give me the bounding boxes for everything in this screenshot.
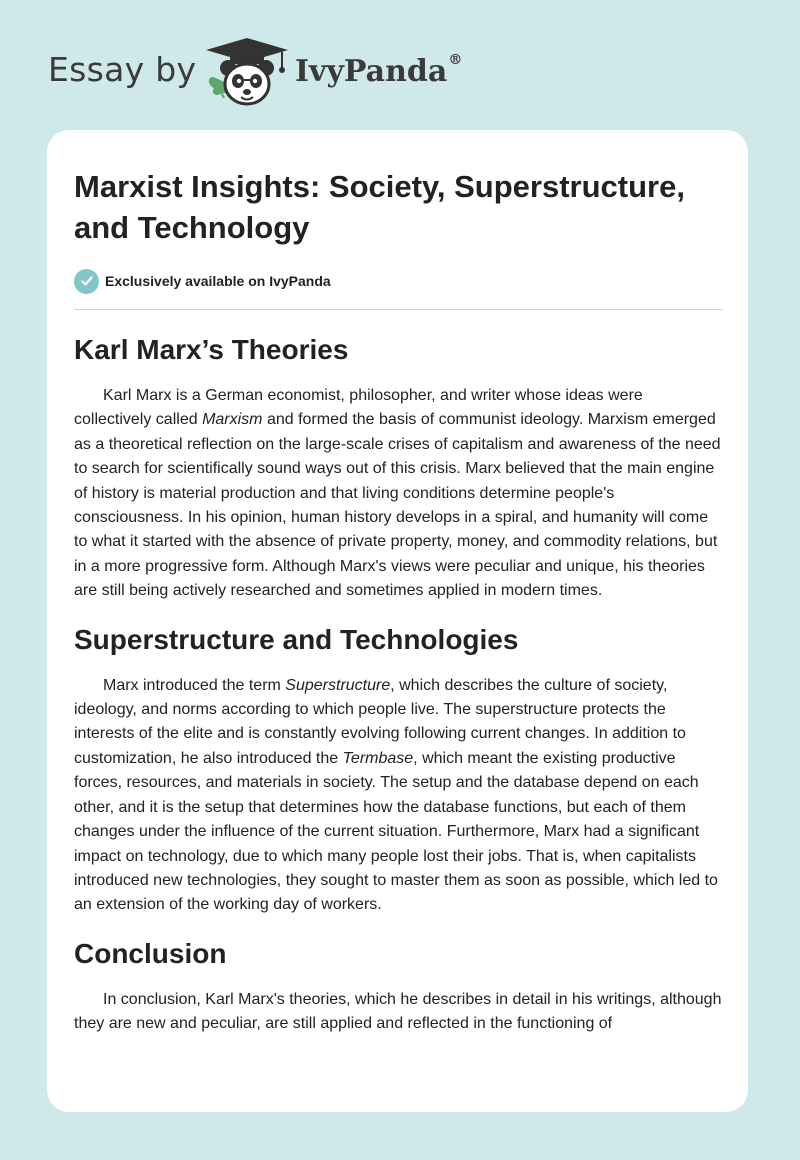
section-heading-conclusion: Conclusion xyxy=(74,937,227,969)
panda-graduate-logo-icon[interactable] xyxy=(202,34,292,108)
paragraph-text: In conclusion, Karl Marx's theories, which he describes in detail in his writings, although they are new and peculiar, are still applied and reflected in the functioning of xyxy=(74,990,722,1033)
section-heading-superstructure: Superstructure and Technologies xyxy=(74,623,519,655)
essay-card xyxy=(47,130,748,1112)
essay-by-label: Essay by xyxy=(48,50,197,89)
check-icon xyxy=(74,269,99,294)
section-heading-karl-marx-theories: Karl Marx’s Theories xyxy=(74,334,349,365)
title-divider xyxy=(74,309,723,310)
paragraph-text: Marx introduced the term xyxy=(103,676,286,694)
section-paragraph-conclusion xyxy=(74,988,722,1037)
paragraph-text: and formed the basis of communist ideology. Marxism emerged as a theoretical reflection on the large-scale crises of capitalism and awareness of the need to search for scientifically sound ways out of this crisis. Marx believed that the main engine of history is material production and that living conditions determine people's consciousness. In his opinion, human history develops in a spiral, and humanity will come to what it started with the absence of private property, money, and commodity relations, but in a more progressive form. Although Marx's views were peculiar and unique, his theories are still being actively researched and sometimes applied in modern times. xyxy=(74,411,721,600)
emphasis-term: Termbase xyxy=(342,749,414,767)
section-paragraph-superstructure xyxy=(74,674,722,918)
paragraph-text: , which describes the culture of society, ideology, and norms according to which people live. The superstructure protects the interests of the elite and is constantly evolving following current changes. In addition to customization, he also introduced the xyxy=(74,676,686,767)
exclusive-badge xyxy=(74,268,722,294)
paragraph-text: , which meant the existing productive forces, resources, and materials in society. The setup and the database depend on each other, and it is the setup that determines how the database functions, but each of them changes under the influence of the current situation. Furthermore, Marx had a significant impact on technology, due to which many people lost their jobs. That is, when capitalists introduced new technologies, they sought to master them as soon as possible, which led to an extension of the working day of workers. xyxy=(74,749,718,914)
emphasis-term: Superstructure xyxy=(285,676,391,694)
registered-mark: ® xyxy=(448,52,463,68)
brand-name[interactable] xyxy=(295,54,462,89)
section-paragraph-karl-marx-theories xyxy=(74,384,722,604)
exclusive-text: Exclusively available on IvyPanda xyxy=(105,273,331,289)
essay-title: Marxist Insights: Society, Superstructure, and Technology xyxy=(74,169,685,245)
emphasis-term: Marxism xyxy=(202,411,263,429)
essay-content xyxy=(74,166,722,1037)
site-header xyxy=(48,34,748,114)
brand-text: IvyPanda xyxy=(295,54,448,89)
paragraph-text: Karl Marx is a German economist, philosopher, and writer whose ideas were collectively called xyxy=(74,387,643,429)
